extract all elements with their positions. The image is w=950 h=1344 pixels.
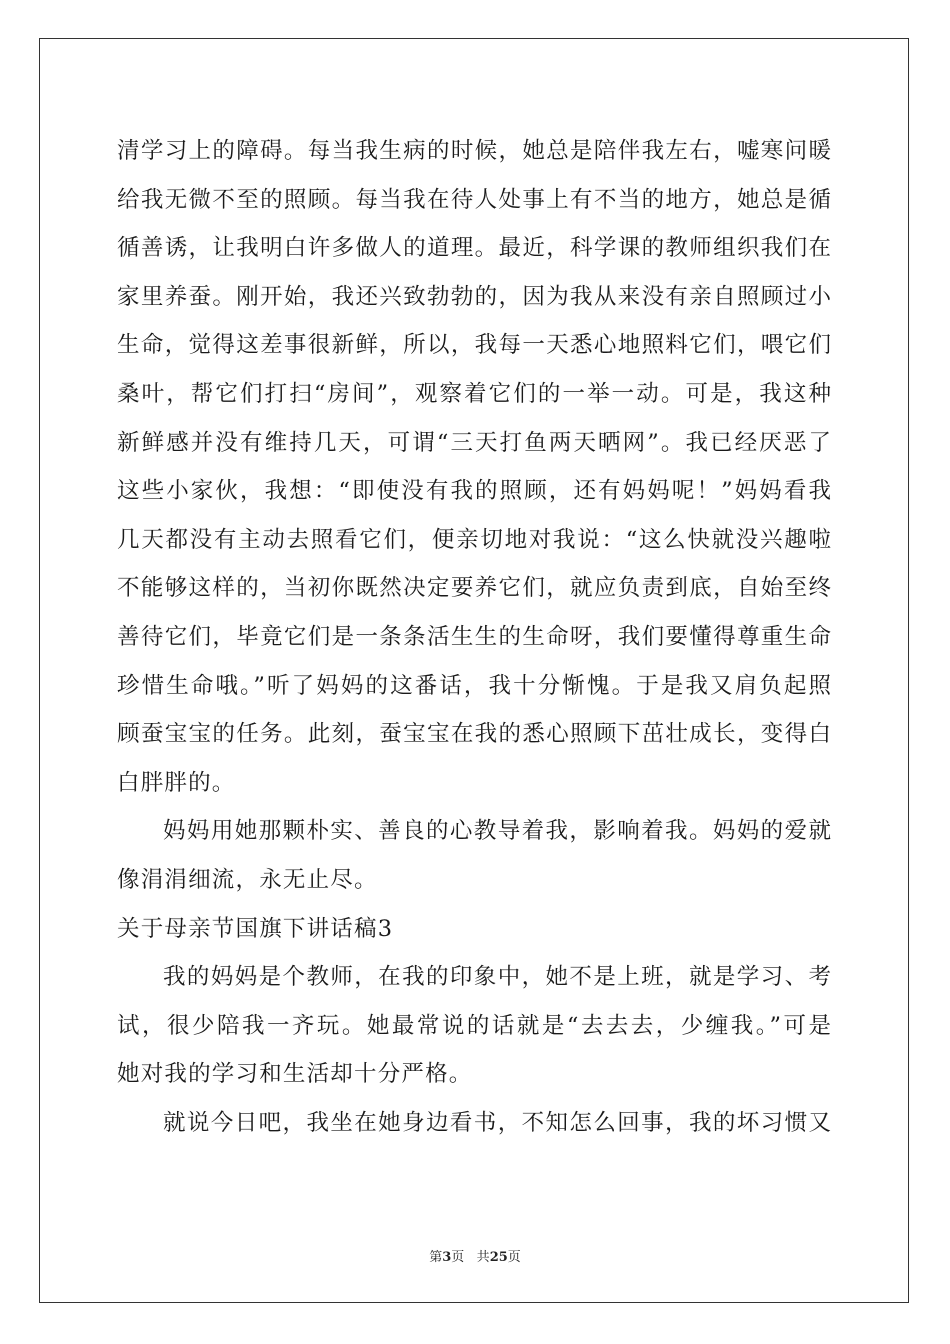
text-line: 循善诱，让我明白许多做人的道理。最近，科学课的教师组织我们在	[117, 235, 831, 262]
footer-total-unit: 页	[507, 1250, 521, 1265]
footer-page-unit: 页	[451, 1250, 465, 1265]
text-line: 她对我的学习和生活却十分严格。	[117, 1061, 473, 1088]
text-line: 给我无微不至的照顾。每当我在待人处事上有不当的地方，她总是循	[117, 186, 831, 213]
document-body	[117, 127, 831, 1147]
text-line: 新鲜感并没有维持几天，可谓“三天打鱼两天晒网”。我已经厌恶了	[117, 429, 831, 456]
text-line: 家里养蚕。刚开始，我还兴致勃勃的，因为我从来没有亲自照顾过小	[117, 283, 831, 310]
text-line: 善待它们，毕竟它们是一条条活生生的生命呀，我们要懂得尊重生命	[117, 623, 831, 650]
text-line: 就说今日吧，我坐在她身边看书，不知怎么回事，我的坏习惯又	[163, 1109, 831, 1136]
text-line: 不能够这样的，当初你既然决定要养它们，就应负责到底，自始至终	[117, 575, 831, 602]
text-line: 白胖胖的。	[117, 769, 236, 796]
footer-total-pages: 25	[489, 1250, 508, 1265]
text-line: 这些小家伙，我想：“即使没有我的照顾，还有妈妈呢！”妈妈看我	[117, 478, 831, 505]
text-line: 桑叶，帮它们打扫“房间”，观察着它们的一举一动。可是，我这种	[117, 380, 831, 407]
text-line: 生命，觉得这差事很新鲜，所以，我每一天悉心地照料它们，喂它们	[117, 332, 831, 359]
text-line: 像涓涓细流，永无止尽。	[117, 866, 378, 893]
text-line: 珍惜生命哦。”听了妈妈的这番话，我十分惭愧。于是我又肩负起照	[117, 672, 831, 699]
text-line: 妈妈用她那颗朴实、善良的心教导着我，影响着我。妈妈的爱就	[163, 818, 831, 845]
text-line: 顾蚕宝宝的任务。此刻，蚕宝宝在我的悉心照顾下茁壮成长，变得白	[117, 721, 831, 748]
section-heading: 关于母亲节国旗下讲话稿3	[117, 915, 394, 942]
page-footer	[0, 1246, 950, 1265]
text-line: 清学习上的障碍。每当我生病的时候，她总是陪伴我左右，嘘寒问暖	[117, 138, 831, 164]
footer-prefix: 第	[429, 1250, 443, 1265]
footer-page-number: 3	[442, 1250, 452, 1265]
footer-total-prefix: 共	[476, 1250, 490, 1265]
text-line: 几天都没有主动去照看它们，便亲切地对我说：“这么快就没兴趣啦	[117, 526, 831, 553]
text-line: 试，很少陪我一齐玩。她最常说的话就是“去去去，少缠我。”可是	[117, 1012, 831, 1039]
text-line: 我的妈妈是个教师，在我的印象中，她不是上班，就是学习、考	[163, 964, 831, 991]
